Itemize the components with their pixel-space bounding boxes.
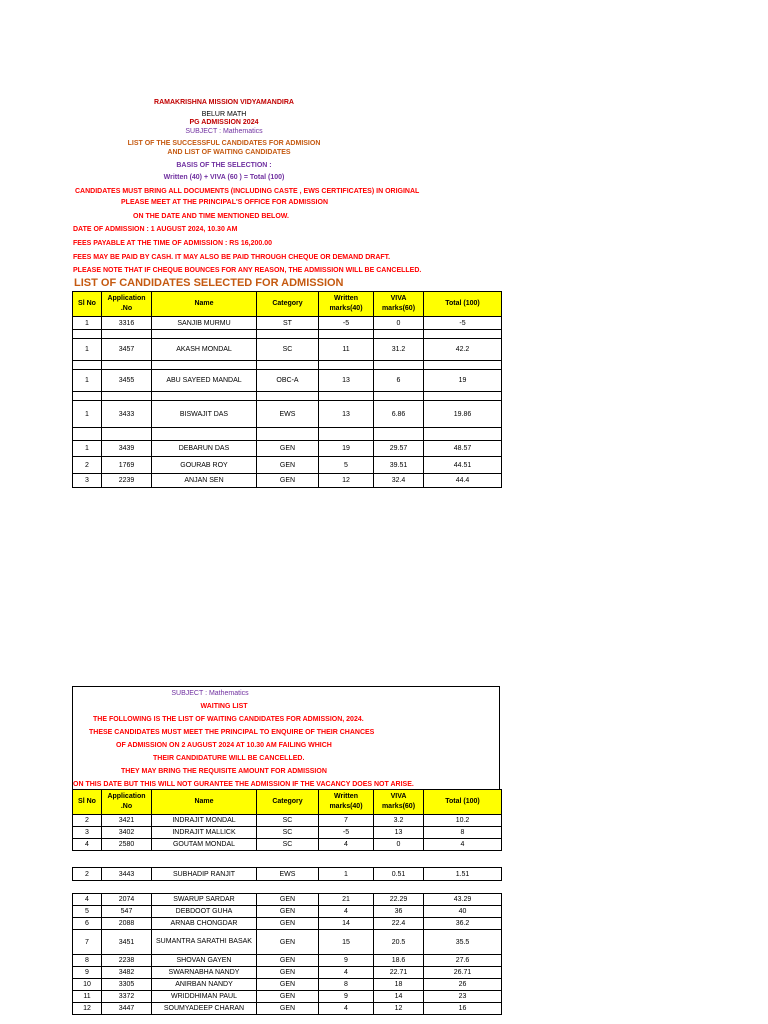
waiting-title: WAITING LIST	[200, 703, 248, 710]
col-application-no: Application .No	[102, 790, 152, 815]
payment-notice: FEES MAY BE PAID BY CASH. IT MAY ALSO BE PAID THROUGH CHEQUE OR DEMAND DRAFT.	[73, 254, 391, 261]
selected-heading: LIST OF CANDIDATES SELECTED FOR ADMISSION	[74, 277, 344, 289]
table-row: 2 1769 GOURAB ROY GEN 5 39.51 44.51	[73, 457, 502, 474]
admission-date: DATE OF ADMISSION : 1 AUGUST 2024, 10.30 AM	[73, 226, 238, 233]
subject-line: SUBJECT : Mathematics	[185, 128, 263, 135]
col-total: Total (100)	[424, 292, 502, 317]
selected-table	[72, 291, 502, 488]
waiting-table-gen	[72, 893, 502, 1015]
waiting-header-row	[73, 790, 502, 815]
fees-notice: FEES PAYABLE AT THE TIME OF ADMISSION : RS 16,200.00	[73, 240, 273, 247]
table-row: 1 3439 DEBARUN DAS GEN 19 29.57 48.57	[73, 441, 502, 457]
table-row: 1 3433 BISWAJIT DAS EWS 13 6.86 19.86	[73, 401, 502, 428]
spacer-row	[73, 330, 502, 339]
col-name: Name	[152, 790, 257, 815]
waiting-line3: OF ADMISSION ON 2 AUGUST 2024 AT 10.30 AM FAILING WHICH	[116, 742, 332, 749]
table-row: 8 2238 SHOVAN GAYEN GEN 9 18.6 27.6	[73, 955, 502, 967]
table-row: 9 3482 SWARNABHA NANDY GEN 4 22.71 26.71	[73, 967, 502, 979]
table-row: 11 3372 WRIDDHIMAN PAUL GEN 9 14 23	[73, 991, 502, 1003]
table-row: 2 3443 SUBHADIP RANJIT EWS 1 0.51 1.51	[73, 868, 502, 881]
table-row: 7 3451 SUMANTRA SARATHI BASAK GEN 15 20.5 35.5	[73, 930, 502, 955]
table-row: 4 2074 SWARUP SARDAR GEN 21 22.29 43.29	[73, 894, 502, 906]
selection-basis: BASIS OF THE SELECTION :	[176, 162, 272, 169]
table-row: 3 3402 INDRAJIT MALLICK SC -5 13 8	[73, 827, 502, 839]
col-written: Written marks(40)	[319, 790, 374, 815]
col-total: Total (100)	[424, 790, 502, 815]
marks-formula: Written (40) + VIVA (60 ) = Total (100)	[163, 174, 285, 181]
table-row: 1 3316 SANJIB MURMU ST -5 0 -5	[73, 317, 502, 330]
table-row: 12 3447 SOUMYADEEP CHARAN GEN 4 12 16	[73, 1003, 502, 1015]
table-row: 5 547 DEBDOOT GUHA GEN 4 36 40	[73, 906, 502, 918]
selected-header-row	[73, 292, 502, 317]
col-sl-no: Sl No	[73, 790, 102, 815]
table-row: 1 3457 AKASH MONDAL SC 11 31.2 42.2	[73, 339, 502, 361]
col-category: Category	[257, 292, 319, 317]
meet-notice: PLEASE MEET AT THE PRINCIPAL'S OFFICE FOR ADMISSION	[121, 199, 329, 206]
cheque-notice: PLEASE NOTE THAT IF CHEQUE BOUNCES FOR ANY REASON, THE ADMISSION WILL BE CANCELLED.	[73, 267, 422, 274]
table-row: 4 2580 GOUTAM MONDAL SC 4 0 4	[73, 839, 502, 851]
col-name: Name	[152, 292, 257, 317]
col-viva: VIVA marks(60)	[374, 292, 424, 317]
waiting-line5: THEY MAY BRING THE REQUISITE AMOUNT FOR ADMISSION	[121, 768, 327, 775]
waiting-table	[72, 789, 502, 851]
waiting-table-ews	[72, 867, 502, 881]
table-row: 2 3421 INDRAJIT MONDAL SC 7 3.2 10.2	[73, 815, 502, 827]
waiting-line2: THESE CANDIDATES MUST MEET THE PRINCIPAL TO ENQUIRE OF THEIR CHANCES	[89, 729, 375, 736]
waiting-line6: ON THIS DATE BUT THIS WILL NOT GURANTEE THE ADMISSION IF THE VACANCY DOES NOT ARISE.	[73, 781, 414, 788]
table-row: 10 3305 ANIRBAN NANDY GEN 8 18 26	[73, 979, 502, 991]
waiting-line1: THE FOLLOWING IS THE LIST OF WAITING CANDIDATES FOR ADMISSION, 2024.	[93, 716, 364, 723]
table-row: 6 2088 ARNAB CHONGDAR GEN 14 22.4 36.2	[73, 918, 502, 930]
admission-title: PG ADMISSION 2024	[189, 119, 259, 126]
col-sl-no: Sl No	[73, 292, 102, 317]
col-category: Category	[257, 790, 319, 815]
spacer-row	[73, 361, 502, 370]
table-row: 1 3455 ABU SAYEED MANDAL OBC-A 13 6 19	[73, 370, 502, 392]
spacer-row	[73, 428, 502, 441]
col-written: Written marks(40)	[319, 292, 374, 317]
place-name: BELUR MATH	[201, 111, 247, 118]
list-title-line1: LIST OF THE SUCCESSFUL CANDIDATES FOR ADMISION	[127, 140, 321, 147]
datetime-notice: ON THE DATE AND TIME MENTIONED BELOW.	[133, 213, 289, 220]
table-row: 3 2239 ANJAN SEN GEN 12 32.4 44.4	[73, 474, 502, 488]
documents-notice: CANDIDATES MUST BRING ALL DOCUMENTS (INCLUDING CASTE , EWS CERTIFICATES) IN ORIGINAL	[75, 188, 420, 195]
waiting-line4: THEIR CANDIDATURE WILL BE CANCELLED.	[153, 755, 305, 762]
institution-name: RAMAKRISHNA MISSION VIDYAMANDIRA	[154, 99, 294, 106]
col-application-no: Application .No	[102, 292, 152, 317]
spacer-row	[73, 392, 502, 401]
waiting-subject: SUBJECT : Mathematics	[171, 690, 249, 697]
col-viva: VIVA marks(60)	[374, 790, 424, 815]
list-title-line2: AND LIST OF WAITING CANDIDATES	[167, 149, 291, 156]
